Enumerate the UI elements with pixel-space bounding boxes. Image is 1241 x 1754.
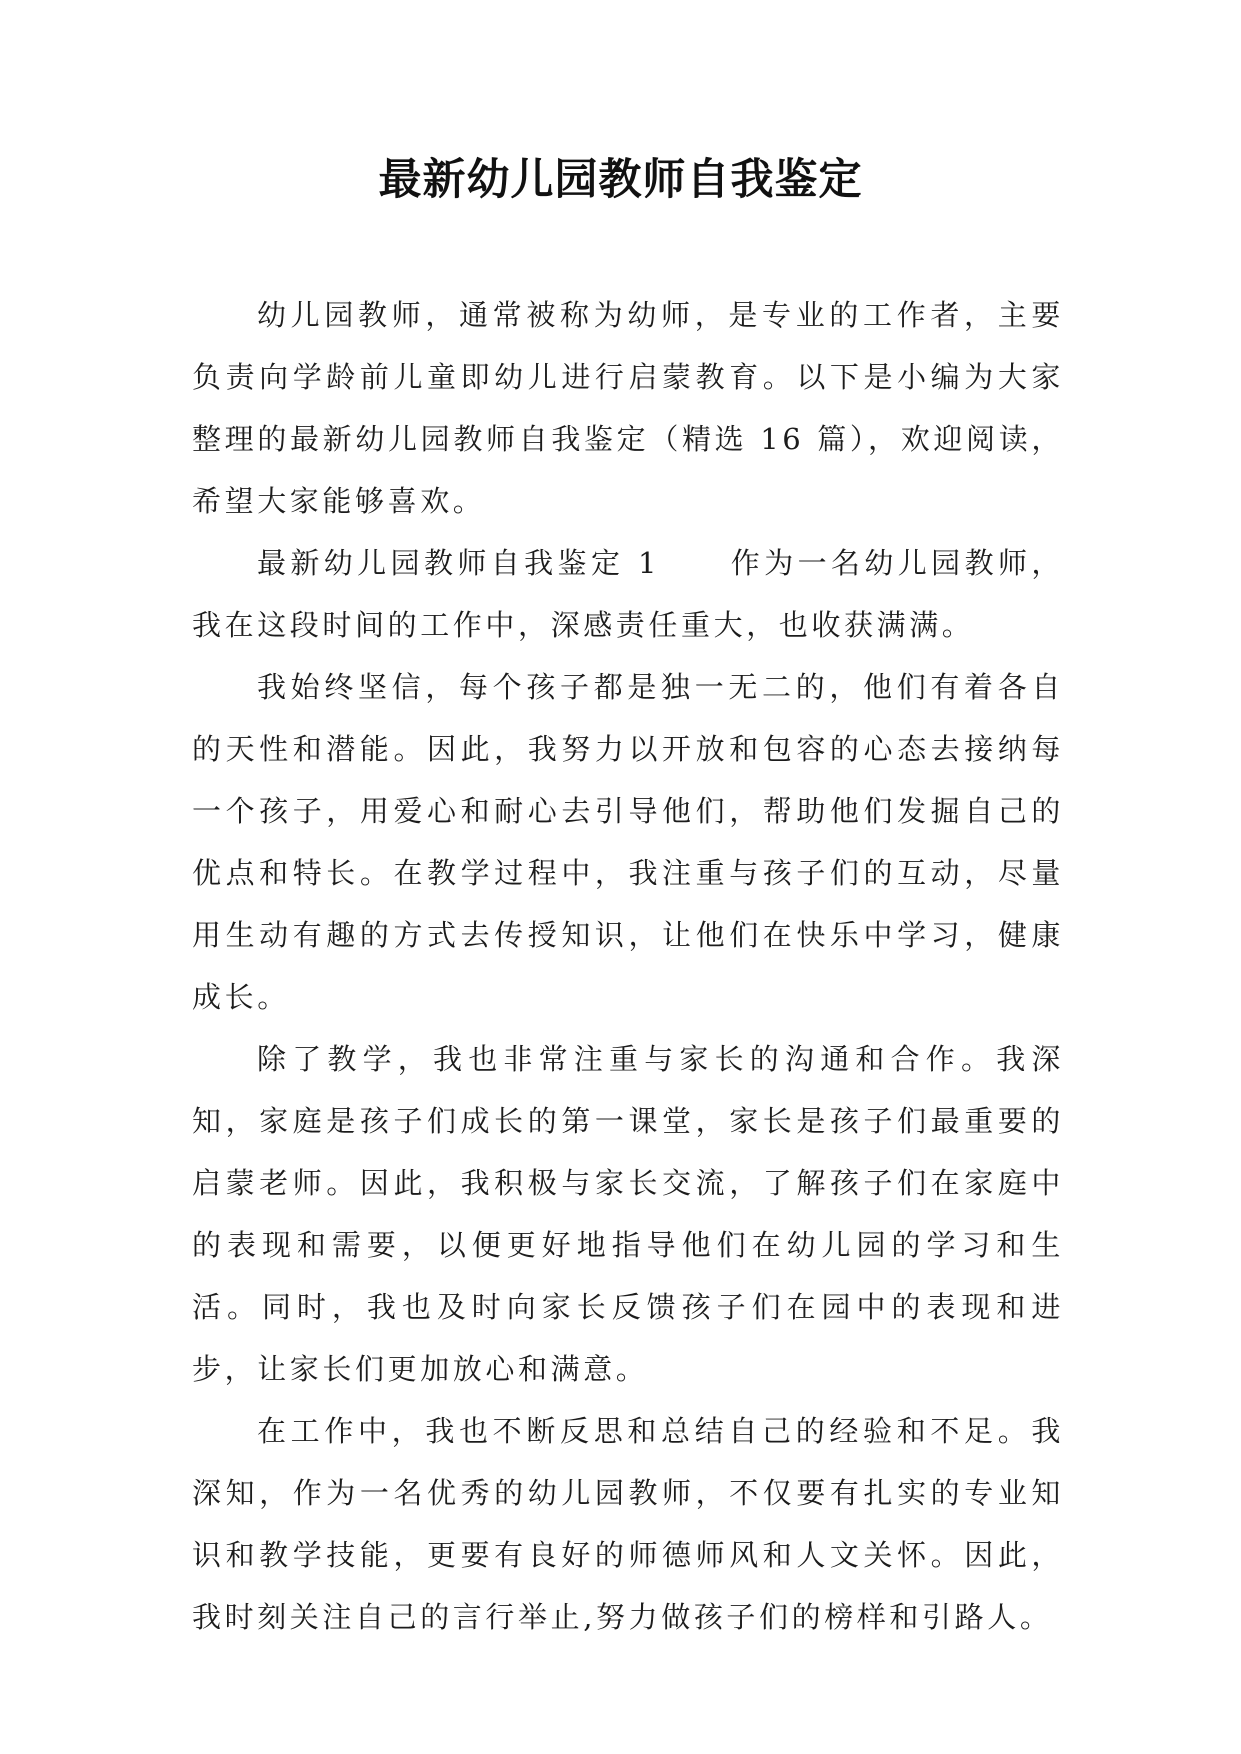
body-paragraph: 我始终坚信，每个孩子都是独一无二的，他们有着各自的天性和潜能。因此，我努力以开放和包容的心态去接纳每一个孩子，用爱心和耐心去引导他们，帮助他们发掘自己的优点和特长。在教学过程中，我注重与孩子们的互动，尽量用生动有趣的方式去传授知识，让他们在快乐中学习，健康成长。 <box>192 670 1064 1014</box>
document-body <box>192 284 1064 1648</box>
intro-paragraph: 幼儿园教师，通常被称为幼师，是专业的工作者，主要负责向学龄前儿童即幼儿进行启蒙教育。以下是小编为大家整理的最新幼儿园教师自我鉴定（精选 16 篇），欢迎阅读，希望大家能够喜欢。 <box>192 298 1064 518</box>
document-title: 最新幼儿园教师自我鉴定 <box>378 155 863 205</box>
section-heading: 最新幼儿园教师自我鉴定 1 <box>257 546 661 580</box>
section-1-paragraph <box>192 532 1064 656</box>
body-paragraph: 在工作中，我也不断反思和总结自己的经验和不足。我深知，作为一名优秀的幼儿园教师，不仅要有扎实的专业知识和教学技能，更要有良好的师德师风和人文关怀。因此，我时刻关注自己的言行举止,努力做孩子们的榜样和引路人。 <box>192 1414 1064 1634</box>
body-paragraph: 除了教学，我也非常注重与家长的沟通和合作。我深知，家庭是孩子们成长的第一课堂，家长是孩子们最重要的启蒙老师。因此，我积极与家长交流，了解孩子们在家庭中的表现和需要，以便更好地指导他们在幼儿园的学习和生活。同时，我也及时向家长反馈孩子们在园中的表现和进步，让家长们更加放心和满意。 <box>192 1042 1064 1386</box>
section-opening-text: 作为一名幼儿园教师，我在这段时间的工作中，深感责任重大，也收获满满。 <box>192 546 1064 642</box>
